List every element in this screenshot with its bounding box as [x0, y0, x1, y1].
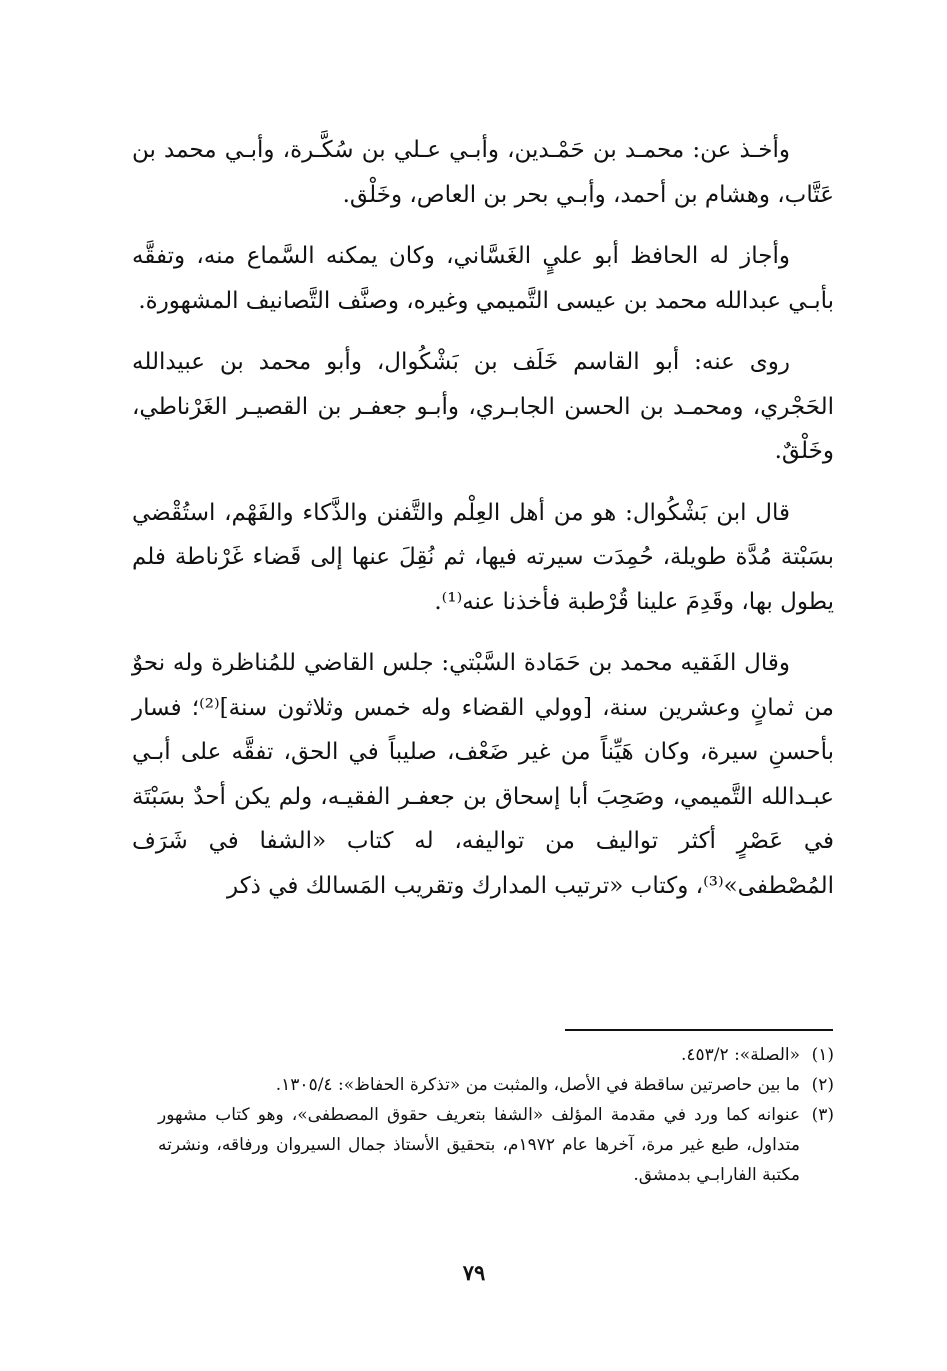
footnote-text: «الصلة»: ٤٥٣/٢. [681, 1045, 800, 1065]
footnote-divider [565, 1029, 833, 1031]
paragraph-students: روى عنه: أبو القاسم خَلَف بن بَشْكُوال، وأبو محمد بن عبيدالله الحَجْري، ومحمـد بن الحسن الجابـري، وأبـو جعفـر بن القصيـر الغَرْناطي، وخَلْقٌ. [132, 349, 834, 464]
footnotes [158, 1040, 834, 1190]
paragraph-teachers: وأخـذ عن: محمـد بن حَمْـدين، وأبـي عـلي بن سُكَّـرة، وأبـي محمد بن عَتَّاب، وهشام بن أحمد، وأبـي بحر بن العاص، وخَلْق. [132, 137, 834, 208]
footnote-2 [158, 1070, 834, 1100]
footnote-number: (٢) [811, 1075, 834, 1095]
footnote-number: (٣) [811, 1105, 834, 1125]
paragraph-ijaza: وأجاز له الحافظ أبو عليٍ الغَسَّاني، وكان يمكنه السَّماع منه، وتفقَّه بأبـي عبدالله محمد بن عيسى التَّميمي وغيره، وصنَّف التَّصانيف المشهورة. [132, 243, 834, 314]
footnote-text: ما بين حاصرتين ساقطة في الأصل، والمثبت من «تذكرة الحفاظ»: ١٣٠٥/٤. [275, 1075, 800, 1095]
footnote-number: (١) [811, 1045, 834, 1065]
page-number: ٧٩ [462, 1260, 486, 1285]
paragraph-ibn-bashkuwal: قال ابن بَشْكُوال: هو من أهل العِلْم والتَّفنن والذَّكاء والفَهْم، استُقْضي بسَبْتة مُدَّة طويلة، حُمِدَت سيرته فيها، ثم نُقِلَ عنها إلى قَضاء غَرْناطة فلم يطول بها، وقَدِمَ علينا قُرْطبة فأخذنا عنه⁽¹⁾. [132, 499, 834, 615]
footnote-text: عنوانه كما ورد في مقدمة المؤلف «الشفا بتعريف حقوق المصطفى»، وهو كتاب مشهور متداول، طبع غير مرة، آخرها عام ١٩٧٢م، بتحقيق الأستاذ جمال السيروان ورفاقه، ونشرته مكتبة الفارابـي بدمشق. [158, 1105, 800, 1185]
footnote-3 [158, 1100, 834, 1190]
footnote-1 [158, 1040, 834, 1070]
paragraph-ibn-hamada: وقال الفَقيه محمد بن حَمَادة السَّبْتي: جلس القاضي للمُناظرة وله نحوٌ من ثمانٍ وعشرين سنة، [وولي القضاء وله خمس وثلاثون سنة]⁽²⁾؛ فسار بأحسنِ سيرة، وكان هَيِّناً من غير ضَعْف، صليباً في الحق، تفقَّه على أبـي عبـدالله التَّميمي، وصَحِبَ أبا إسحاق بن جعفـر الفقيـه، ولم يكن أحدٌ بسَبْتَة في عَصْرٍ أكثر تواليف من تواليفه، له كتاب «الشفا في شَرَف المُصْطفى»⁽³⁾، وكتاب «ترتيب المدارك وتقريب المَسالك في ذكر [132, 650, 834, 899]
main-text [132, 128, 834, 925]
